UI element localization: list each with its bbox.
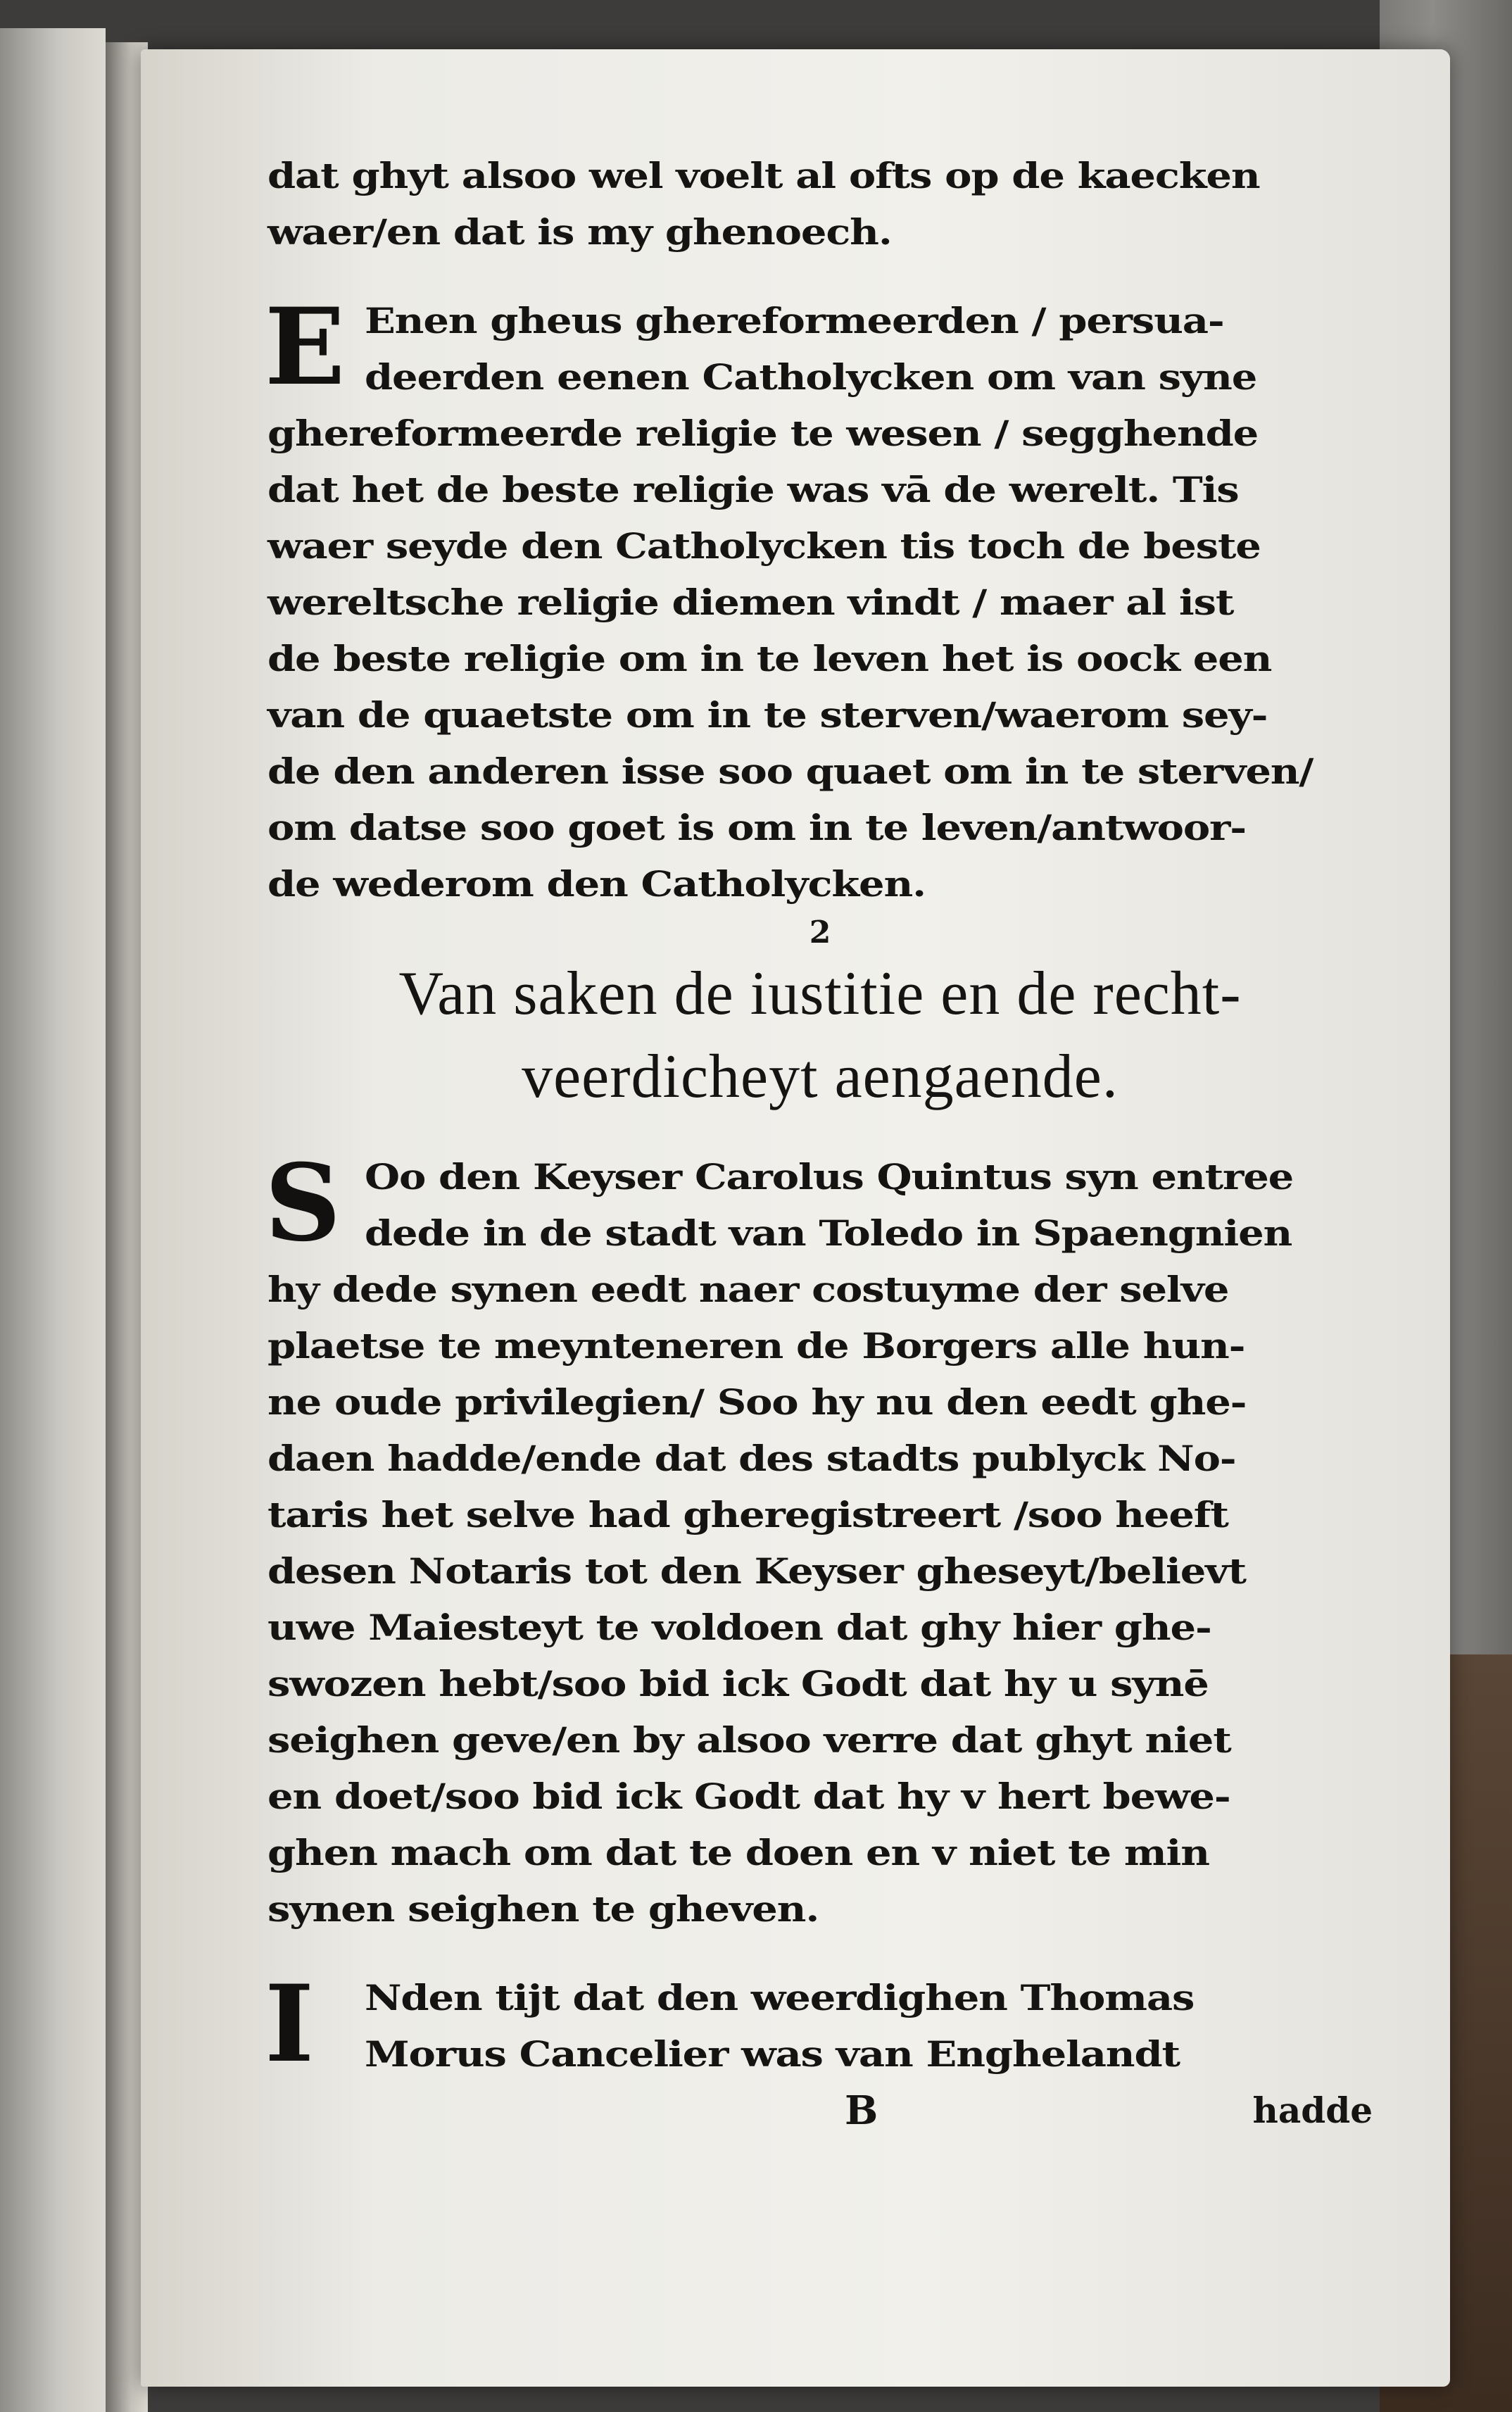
text-line: taris het selve had gheregistreert /soo heeft bbox=[267, 1494, 1228, 1535]
text-line: daen hadde/ende dat des stadts publyck No- bbox=[267, 1438, 1236, 1479]
text-line: Oo den Keyser Carolus Quintus syn entree bbox=[365, 1156, 1294, 1198]
text-line: Enen gheus ghereformeerden / persua- bbox=[365, 300, 1224, 341]
signature-mark: B bbox=[845, 2087, 878, 2134]
text-line: de den anderen isse soo quaet om in te sterven/ bbox=[267, 750, 1313, 792]
drop-cap: S bbox=[265, 1141, 341, 1265]
text-line: waer seyde den Catholycken tis toch de beste bbox=[267, 525, 1261, 567]
text-line: de beste religie om in te leven het is oock een bbox=[267, 638, 1272, 679]
text-line: desen Notaris tot den Keyser gheseyt/believt bbox=[267, 1550, 1246, 1592]
text-line: van de quaetste om in te sterven/waerom sey- bbox=[267, 694, 1268, 736]
text-line: ghereformeerde religie te wesen / segghende bbox=[267, 413, 1259, 454]
anecdote-paragraph-2 bbox=[265, 1141, 1373, 1937]
text-line: en doet/soo bid ick Godt dat hy v hert bewe- bbox=[267, 1776, 1230, 1817]
text-line: dat het de beste religie was vā de werelt. Tis bbox=[267, 469, 1239, 510]
section-number: 2 bbox=[809, 915, 831, 950]
text-line: de wederom den Catholycken. bbox=[267, 863, 926, 905]
text-line: hy dede synen eedt naer costuyme der selve bbox=[267, 1269, 1229, 1310]
text-line: wereltsche religie diemen vindt / maer al ist bbox=[267, 582, 1234, 623]
facing-page-edge bbox=[0, 28, 106, 2412]
heading-line: Van saken de iustitie en de recht- bbox=[398, 960, 1242, 1028]
text-line: waer/en dat is my ghenoech. bbox=[267, 211, 892, 253]
text-line: Morus Cancelier was van Enghelandt bbox=[365, 2033, 1180, 2075]
page-footer bbox=[267, 2083, 1373, 2139]
heading-line: veerdicheyt aengaende. bbox=[522, 1043, 1119, 1111]
text-line: ne oude privilegien/ Soo hy nu den eedt ghe- bbox=[267, 1381, 1247, 1423]
text-line: uwe Maiesteyt te voldoen dat ghy hier ghe- bbox=[267, 1607, 1211, 1648]
catchword: hadde bbox=[1252, 2090, 1373, 2131]
anecdote-paragraph-1 bbox=[265, 285, 1373, 912]
text-line: dede in de stadt van Toledo in Spaengnien bbox=[365, 1212, 1292, 1254]
drop-cap: I bbox=[265, 1962, 315, 2086]
book-page bbox=[141, 49, 1450, 2387]
text-line: synen seighen te gheven. bbox=[267, 1888, 819, 1930]
text-line: om datse soo goet is om in te leven/antwoor- bbox=[267, 807, 1246, 848]
section-heading bbox=[267, 955, 1373, 1117]
drop-cap: E bbox=[265, 285, 346, 409]
text-line: dat ghyt alsoo wel voelt al ofts op de kaecken bbox=[267, 155, 1260, 196]
text-line: plaetse te meynteneren de Borgers alle hun- bbox=[267, 1325, 1245, 1367]
text-line: deerden eenen Catholycken om van syne bbox=[365, 356, 1257, 398]
anecdote-paragraph-3 bbox=[265, 1962, 1373, 2086]
text-line: ghen mach om dat te doen en v niet te min bbox=[267, 1832, 1209, 1873]
page-text bbox=[267, 148, 1373, 2139]
text-line: seighen geve/en by alsoo verre dat ghyt niet bbox=[267, 1719, 1231, 1761]
text-line: swozen hebt/soo bid ick Godt dat hy u synē bbox=[267, 1663, 1209, 1704]
text-line: Nden tijt dat den weerdighen Thomas bbox=[365, 1977, 1195, 2018]
intro-paragraph bbox=[267, 148, 1373, 260]
